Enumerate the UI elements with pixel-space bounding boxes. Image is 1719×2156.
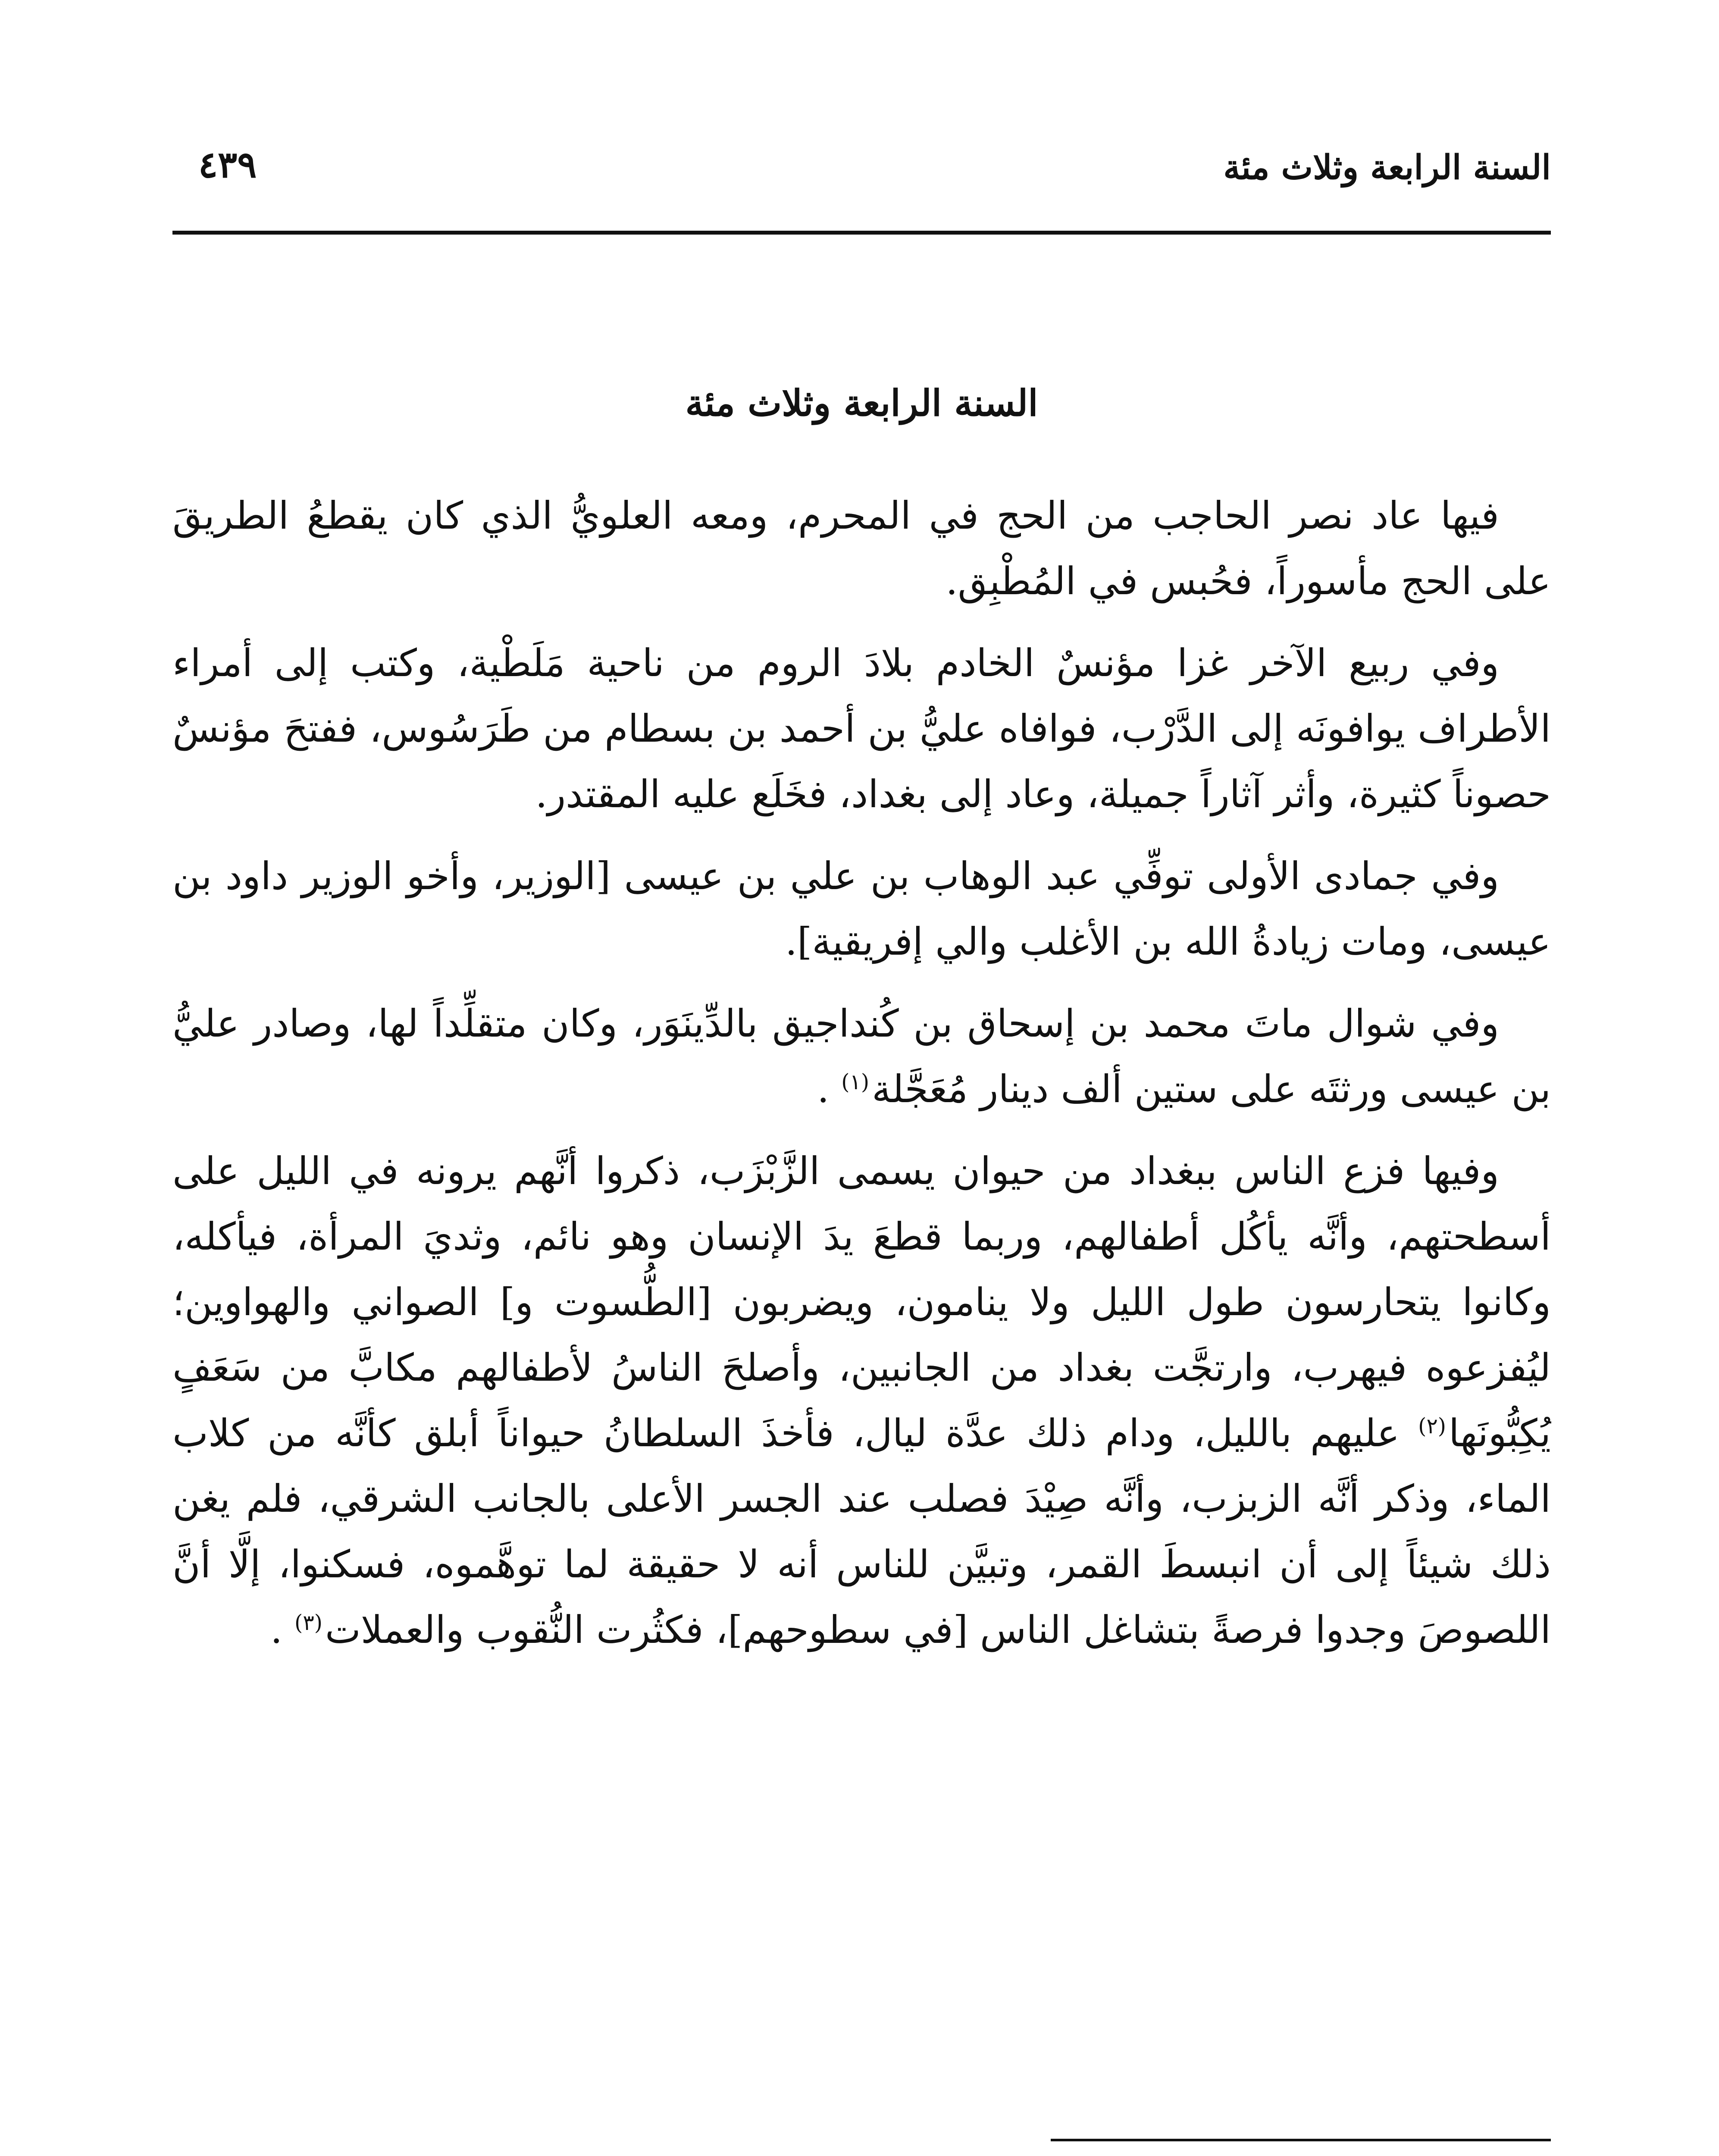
paragraph-text: فيها عاد نصر الحاجب من الحج في المحرم، ومعه العلويُّ الذي كان يقطعُ الطريقَ على الحج مأسوراً، فحُبس في المُطْبِق. xyxy=(172,493,1551,603)
running-title: السنة الرابعة وثلاث مئة xyxy=(1223,148,1551,187)
paragraph xyxy=(172,991,1551,1122)
paragraph-text: وفيها فزع الناس ببغداد من حيوان يسمى الزَّبْزَب، ذكروا أنَّهم يرونه في الليل على أسطحتهم، وأنَّه يأكُل أطفالهم، وربما قطعَ يدَ الإنسان وهو نائم، وثديَ المرأة، فيأكله، وكانوا يتحارسون طول الليل ولا ينامون، ويضربون [الطُّسوت و] الصواني والهواوين؛ ليُفزعوه فيهرب، وارتجَّت بغداد من الجانبين، وأصلحَ الناسُ لأطفالهم مكابَّ من سَعَفٍ يُكِبُّونَها xyxy=(172,1149,1551,1455)
footnote-reference: (٢) xyxy=(1418,1413,1447,1438)
footnote-reference: (١) xyxy=(841,1069,870,1094)
paragraph xyxy=(172,483,1551,614)
chapter-title: السنة الرابعة وثلاث مئة xyxy=(685,382,1038,424)
footnote-reference: (٣) xyxy=(294,1610,323,1635)
paragraph xyxy=(172,630,1551,827)
paragraph xyxy=(172,843,1551,975)
running-header xyxy=(172,142,1551,203)
header-divider xyxy=(172,231,1551,235)
paragraph-text: وفي شوال ماتَ محمد بن إسحاق بن كُنداجيق بالدِّينَوَر، وكان متقلِّداً لها، وصادر عليُّ بن عيسى ورثتَه على ستين ألف دينار مُعَجَّلة xyxy=(172,1001,1551,1111)
paragraph-text-tail: . xyxy=(817,1067,842,1111)
main-text xyxy=(172,483,1551,1679)
paragraph xyxy=(172,1138,1551,1663)
footnote-divider xyxy=(1051,2139,1551,2141)
paragraph-text-tail: . xyxy=(270,1608,295,1652)
paragraph-text: وفي ربيع الآخر غزا مؤنسٌ الخادم بلادَ الروم من ناحية مَلَطْية، وكتب إلى أمراء الأطراف يوافونَه إلى الدَّرْب، فوافاه عليُّ بن أحمد بن بسطام من طَرَسُوس، ففتحَ مؤنسٌ حصوناً كثيرة، وأثر آثاراً جميلة، وعاد إلى بغداد، فخَلَع عليه المقتدر. xyxy=(172,641,1551,816)
paragraph-text-continued: عليهم بالليل، ودام ذلك عدَّة ليال، فأخذَ السلطانُ حيواناً أبلق كأنَّه من كلاب الماء، وذكر أنَّه الزبزب، وأنَّه صِيْدَ فصلب عند الجسر الأعلى بالجانب الشرقي، فلم يغن ذلك شيئاً إلى أن انبسطَ القمر، وتبيَّن للناس أنه لا حقيقة لما توهَّموه، فسكنوا، إلَّا أنَّ اللصوصَ وجدوا فرصةً بتشاغل الناس [في سطوحهم]، فكثُرت النُّقوب والعملات xyxy=(172,1411,1551,1652)
page-number: ٤٣٩ xyxy=(198,143,257,186)
paragraph-text: وفي جمادى الأولى توفِّي عبد الوهاب بن علي بن عيسى [الوزير، وأخو الوزير داود بن عيسى، ومات زيادةُ الله بن الأغلب والي إفريقية]. xyxy=(172,854,1551,964)
